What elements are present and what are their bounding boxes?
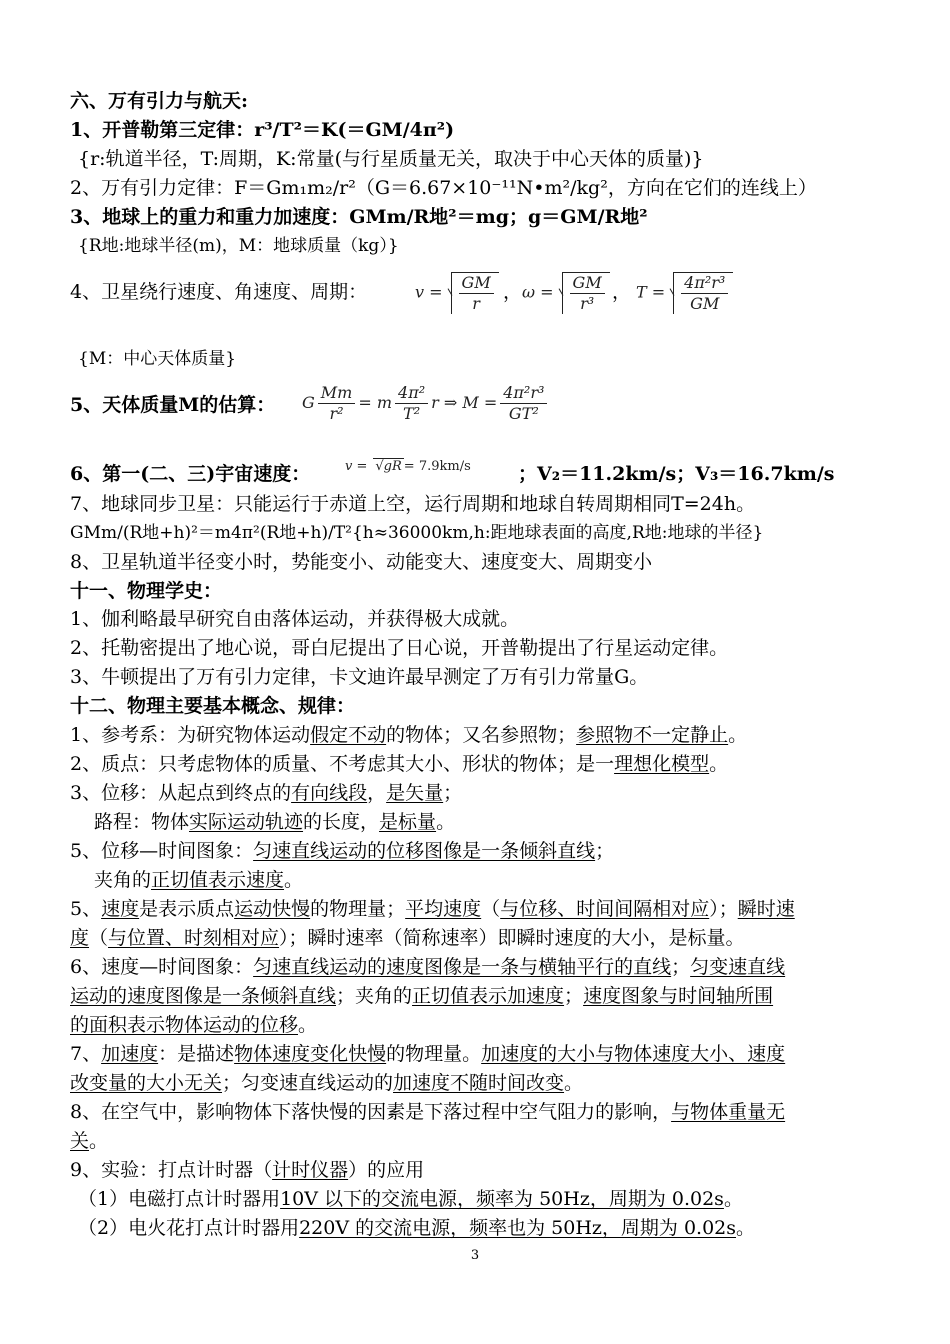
velocity-graph-line-3: 的面积表示物体运动的位移。 bbox=[70, 1014, 318, 1036]
satellite-speed-label: 4、卫星绕行速度、角速度、周期： bbox=[70, 281, 368, 303]
acceleration-line-1: 7、加速度：是描述物体速度变化快慢的物理量。加速度的大小与物体速度大小、速度 bbox=[70, 1043, 786, 1065]
slope-velocity-line: 夹角的正切值表示速度。 bbox=[94, 869, 304, 891]
cosmic-speed-rest: ；V₂＝11.2km/s；V₃＝16.7km/s bbox=[518, 463, 835, 485]
gravitation-law-line: 2、万有引力定律：F＝Gm₁m₂/r²（G＝6.67×10⁻¹¹N•m²/kg²，方向在它们的连线上） bbox=[70, 177, 817, 199]
reference-frame-line: 1、参考系：为研究物体运动假定不动的物体；又名参照物；参照物不一定静止。 bbox=[70, 724, 748, 746]
central-mass-note: {M：中心天体质量} bbox=[78, 349, 237, 369]
particle-line: 2、质点：只考虑物体的质量、不考虑其大小、形状的物体；是一理想化模型。 bbox=[70, 753, 729, 775]
history-line-3: 3、牛顿提出了万有引力定律，卡文迪许最早测定了万有引力常量G。 bbox=[70, 666, 649, 688]
mass-estimate-label: 5、天体质量M的估算： bbox=[70, 394, 276, 416]
sync-satellite-formula: GMm/(R地+h)²＝m4π²(R地+h)/T²{h≈36000km,h:距地球表面的高度,R地:地球的半径} bbox=[70, 523, 764, 543]
velocity-line-1: 5、速度是表示质点运动快慢的物理量；平均速度（与位移、时间间隔相对应）；瞬时速 bbox=[70, 898, 795, 920]
formula-mass-estimate: G $\frac{Mm}{\text{r²}}$ = m $\frac{\text{4π²}}{\text{T²}}$ r ⇒ M = $\frac{\text{4π²r³}}{\text{GT²}}$ bbox=[302, 383, 550, 424]
earth-radius-note: {R地:地球半径(m)，M：地球质量（kg）} bbox=[78, 236, 399, 256]
falling-line-1: 8、在空气中，影响物体下落快慢的因素是下落过程中空气阻力的影响，与物体重量无 bbox=[70, 1101, 786, 1123]
displacement-line: 3、位移：从起点到终点的有向线段，是矢量； bbox=[70, 782, 463, 804]
formula-first-cosmic: v = √gR = 7.9km/s bbox=[345, 459, 471, 474]
sync-satellite-line: 7、地球同步卫星：只能运行于赤道上空，运行周期和地球自转周期相同T=24h。 bbox=[70, 493, 756, 515]
acceleration-line-2: 改变量的大小无关；匀变速直线运动的加速度不随时间改变。 bbox=[70, 1072, 584, 1094]
section-6-heading: 六、万有引力与航天: bbox=[70, 90, 249, 112]
velocity-line-2: 度（与位置、时刻相对应）；瞬时速率（简称速率）即瞬时速度的大小，是标量。 bbox=[70, 927, 745, 949]
formula-T: T = $\frac{\text{4π²r³}}{GM}$ bbox=[636, 272, 733, 314]
velocity-graph-line-1: 6、速度—时间图象：匀速直线运动的速度图像是一条与横轴平行的直线；匀变速直线 bbox=[70, 956, 786, 978]
formula-v: v = $\frac{GM}{r}$ bbox=[415, 272, 499, 314]
electromagnetic-timer-line: （1）电磁打点计时器用10V 以下的交流电源，频率为 50Hz，周期为 0.02s。 bbox=[78, 1188, 743, 1210]
page-number: 3 bbox=[470, 1248, 480, 1263]
section-12-heading: 十二、物理主要基本概念、规律： bbox=[70, 695, 356, 717]
cosmic-speed-label: 6、第一(二、三)宇宙速度： bbox=[70, 463, 311, 485]
displacement-graph-line: 5、位移—时间图象：匀速直线运动的位移图像是一条倾斜直线； bbox=[70, 840, 615, 862]
kepler-law-note: {r:轨道半径，T:周期，K:常量(与行星质量无关，取决于中心天体的质量)} bbox=[78, 148, 704, 170]
comma-1: ， bbox=[503, 281, 523, 303]
orbit-radius-line: 8、卫星轨道半径变小时，势能变小、动能变大、速度变大、周期变小 bbox=[70, 551, 653, 573]
velocity-graph-line-2: 运动的速度图像是一条倾斜直线；夹角的正切值表示加速度；速度图象与时间轴所围 bbox=[70, 985, 774, 1007]
gravity-acceleration-line: 3、地球上的重力和重力加速度：GMm/R地²＝mg；g＝GM/R地² bbox=[70, 206, 648, 228]
falling-line-2: 关。 bbox=[70, 1130, 109, 1152]
kepler-law-line: 1、开普勒第三定律：r³/T²＝K(＝GM/4π²) bbox=[70, 119, 455, 141]
spark-timer-line: （2）电火花打点计时器用220V 的交流电源，频率也为 50Hz，周期为 0.02s。 bbox=[78, 1217, 756, 1239]
experiment-line: 9、实验：打点计时器（计时仪器）的应用 bbox=[70, 1159, 425, 1181]
comma-2: ， bbox=[612, 281, 632, 303]
history-line-2: 2、托勒密提出了地心说，哥白尼提出了日心说，开普勒提出了行星运动定律。 bbox=[70, 637, 729, 659]
history-line-1: 1、伽利略最早研究自由落体运动，并获得极大成就。 bbox=[70, 608, 520, 630]
formula-omega: ω = $\frac{GM}{\text{r³}}$ bbox=[522, 272, 610, 314]
section-11-heading: 十一、物理学史： bbox=[70, 580, 223, 602]
distance-line: 路程：物体实际运动轨迹的长度，是标量。 bbox=[94, 811, 456, 833]
